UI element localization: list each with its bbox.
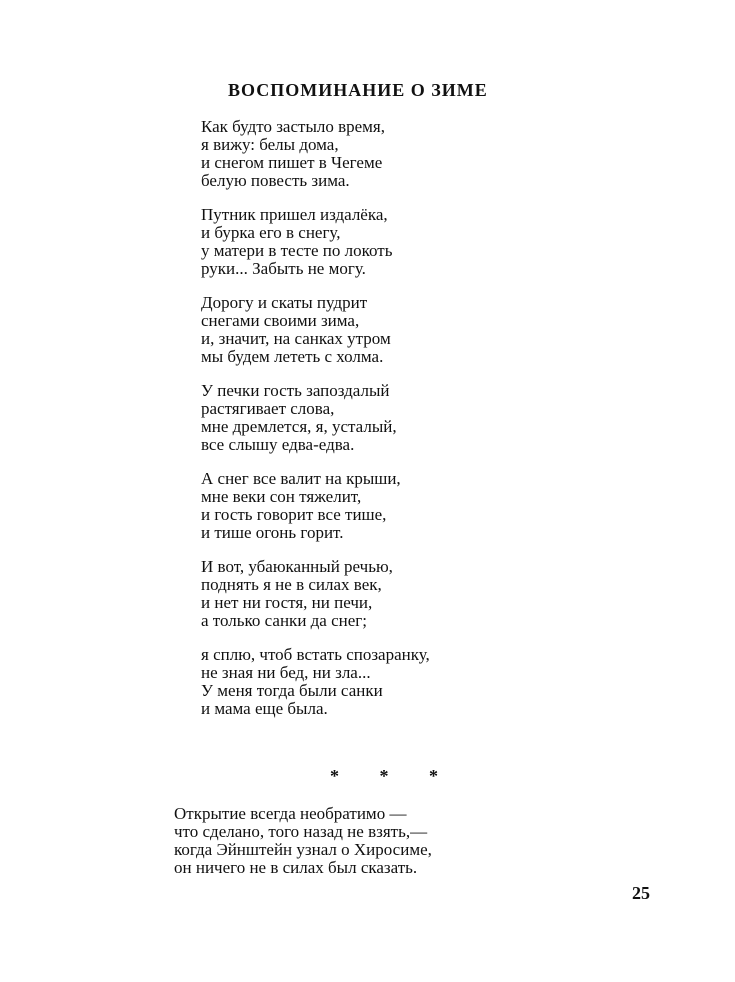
poem-line: когда Эйнштейн узнал о Хиросиме,: [174, 840, 432, 859]
poem-line: не зная ни бед, ни зла...: [201, 663, 371, 682]
second-poem: [174, 805, 514, 877]
poem-line: у матери в тесте по локоть: [201, 241, 393, 260]
poem-line: снегами своими зима,: [201, 311, 360, 330]
poem-line: все слышу едва-едва.: [201, 435, 355, 454]
stanza: [201, 294, 521, 366]
stanza: [201, 558, 521, 630]
poem-line: и нет ни гостя, ни печи,: [201, 593, 373, 612]
poem-line: и бурка его в снегу,: [201, 223, 341, 242]
poem-line: мне веки сон тяжелит,: [201, 487, 362, 506]
poem-line: растягивает слова,: [201, 399, 335, 418]
poem-line: Путник пришел издалёка,: [201, 205, 388, 224]
poem-line: и гость говорит все тише,: [201, 505, 387, 524]
poem-line: У меня тогда были санки: [201, 681, 383, 700]
section-separator: * * *: [330, 766, 456, 786]
poem-line: что сделано, того назад не взять,—: [174, 822, 428, 841]
poem-line: а только санки да снег;: [201, 611, 367, 630]
poem-line: руки... Забыть не могу.: [201, 259, 366, 278]
poem-line: мне дремлется, я, усталый,: [201, 417, 397, 436]
stanza: [201, 470, 521, 542]
poem-body: [201, 118, 521, 734]
poem-line: Дорогу и скаты пудрит: [201, 293, 368, 312]
stanza: [201, 118, 521, 190]
poem-line: он ничего не в силах был сказать.: [174, 858, 418, 877]
poem-line: я вижу: белы дома,: [201, 135, 339, 154]
stanza: [201, 646, 521, 718]
page-number: 25: [632, 883, 650, 903]
stanza: [201, 382, 521, 454]
poem-line: и, значит, на санках утром: [201, 329, 391, 348]
poem-line: У печки гость запоздалый: [201, 381, 390, 400]
stanza: [201, 206, 521, 278]
poem-line: я сплю, чтоб встать спозаранку,: [201, 645, 430, 664]
poem-line: поднять я не в силах век,: [201, 575, 382, 594]
poem-line: И вот, убаюканный речью,: [201, 557, 393, 576]
poem-line: и снегом пишет в Чегеме: [201, 153, 383, 172]
poem-line: белую повесть зима.: [201, 171, 350, 190]
poem-line: А снег все валит на крыши,: [201, 469, 401, 488]
poem-line: и тише огонь горит.: [201, 523, 344, 542]
poem-line: мы будем лететь с холма.: [201, 347, 384, 366]
poem-title: ВОСПОМИНАНИЕ О ЗИМЕ: [228, 80, 488, 100]
poem-line: Открытие всегда необратимо —: [174, 804, 407, 823]
poem-line: и мама еще была.: [201, 699, 328, 718]
poem-line: Как будто застыло время,: [201, 117, 385, 136]
